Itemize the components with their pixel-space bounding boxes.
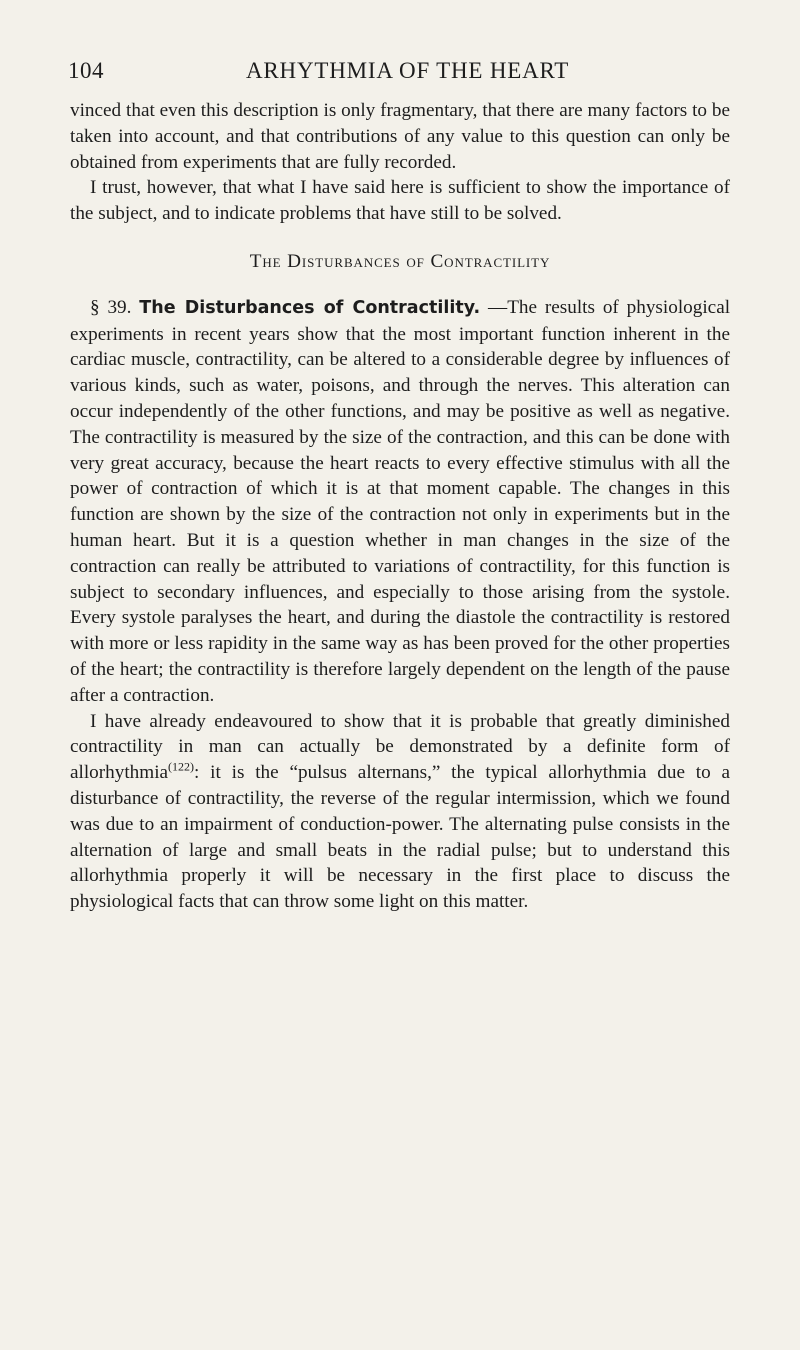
section-mark: § 39. bbox=[90, 296, 132, 318]
paragraph-3 bbox=[70, 295, 730, 709]
page-number: 104 bbox=[68, 58, 104, 83]
running-head bbox=[0, 58, 800, 88]
section-heading: The Disturbances of Contractility bbox=[249, 250, 551, 272]
paragraph-4-text-before: I have already endeavoured to show that it is probable that greatly diminished contractility in man can actually be demonstrated by a definite form of allorhythmia bbox=[70, 710, 730, 784]
footnote-reference: (122) bbox=[168, 759, 195, 774]
paragraph-4 bbox=[70, 709, 730, 915]
paragraph-1: vinced that even this description is only fragmentary, that there are many factors to be taken into account, and that contributions of any value to this question can only be obtained from experiments that are fully recorded. bbox=[70, 100, 730, 173]
paragraph-heading: The Disturbances of Contractility. bbox=[139, 297, 481, 318]
paragraph-4-text-after: : it is the “pulsus alternans,” the typical allorhythmia due to a disturbance of contractility, the reverse of the regular intermission, which we found was due to an impairment of conduction-power. The alternating pulse consists in the alternation of large and small beats in the radial pulse; but to understand this allorhythmia properly it will be necessary in the first place to discuss the physiological facts that can throw some light on this matter. bbox=[70, 762, 730, 913]
paragraph-3-text: —The results of physiological experiments in recent years show that the most important function inherent in the cardiac muscle, contractility, can be altered to a considerable degree by influences of various kinds, such as water, poisons, and through the nerves. This alteration can occur independently of the other functions, and may be positive as well as negative. The contractility is measured by the size of the contraction, and this can be done with very great accuracy, because the heart reacts to every effective stimulus with all the power of contraction of which it is at that moment capable. The changes in this function are shown by the size of the contraction not only in experiments but in the human heart. But it is a question whether in man changes in the size of the contraction can really be attributed to variations of contractility, for this function is subject to secondary influences, and especially to those arising from the systole. Every systole paralyses the heart, and during the diastole the contractility is restored with more or less rapidity in the same way as has been proved for the other properties of the heart; the contractility is therefore largely dependent on the length of the pause after a contraction. bbox=[70, 296, 731, 706]
paragraph-2: I trust, however, that what I have said here is sufficient to show the importance of the subject, and to indicate problems that have still to be solved. bbox=[70, 177, 730, 225]
page-content bbox=[70, 98, 730, 915]
running-title: ARHYTHMIA OF THE HEART bbox=[246, 58, 570, 83]
